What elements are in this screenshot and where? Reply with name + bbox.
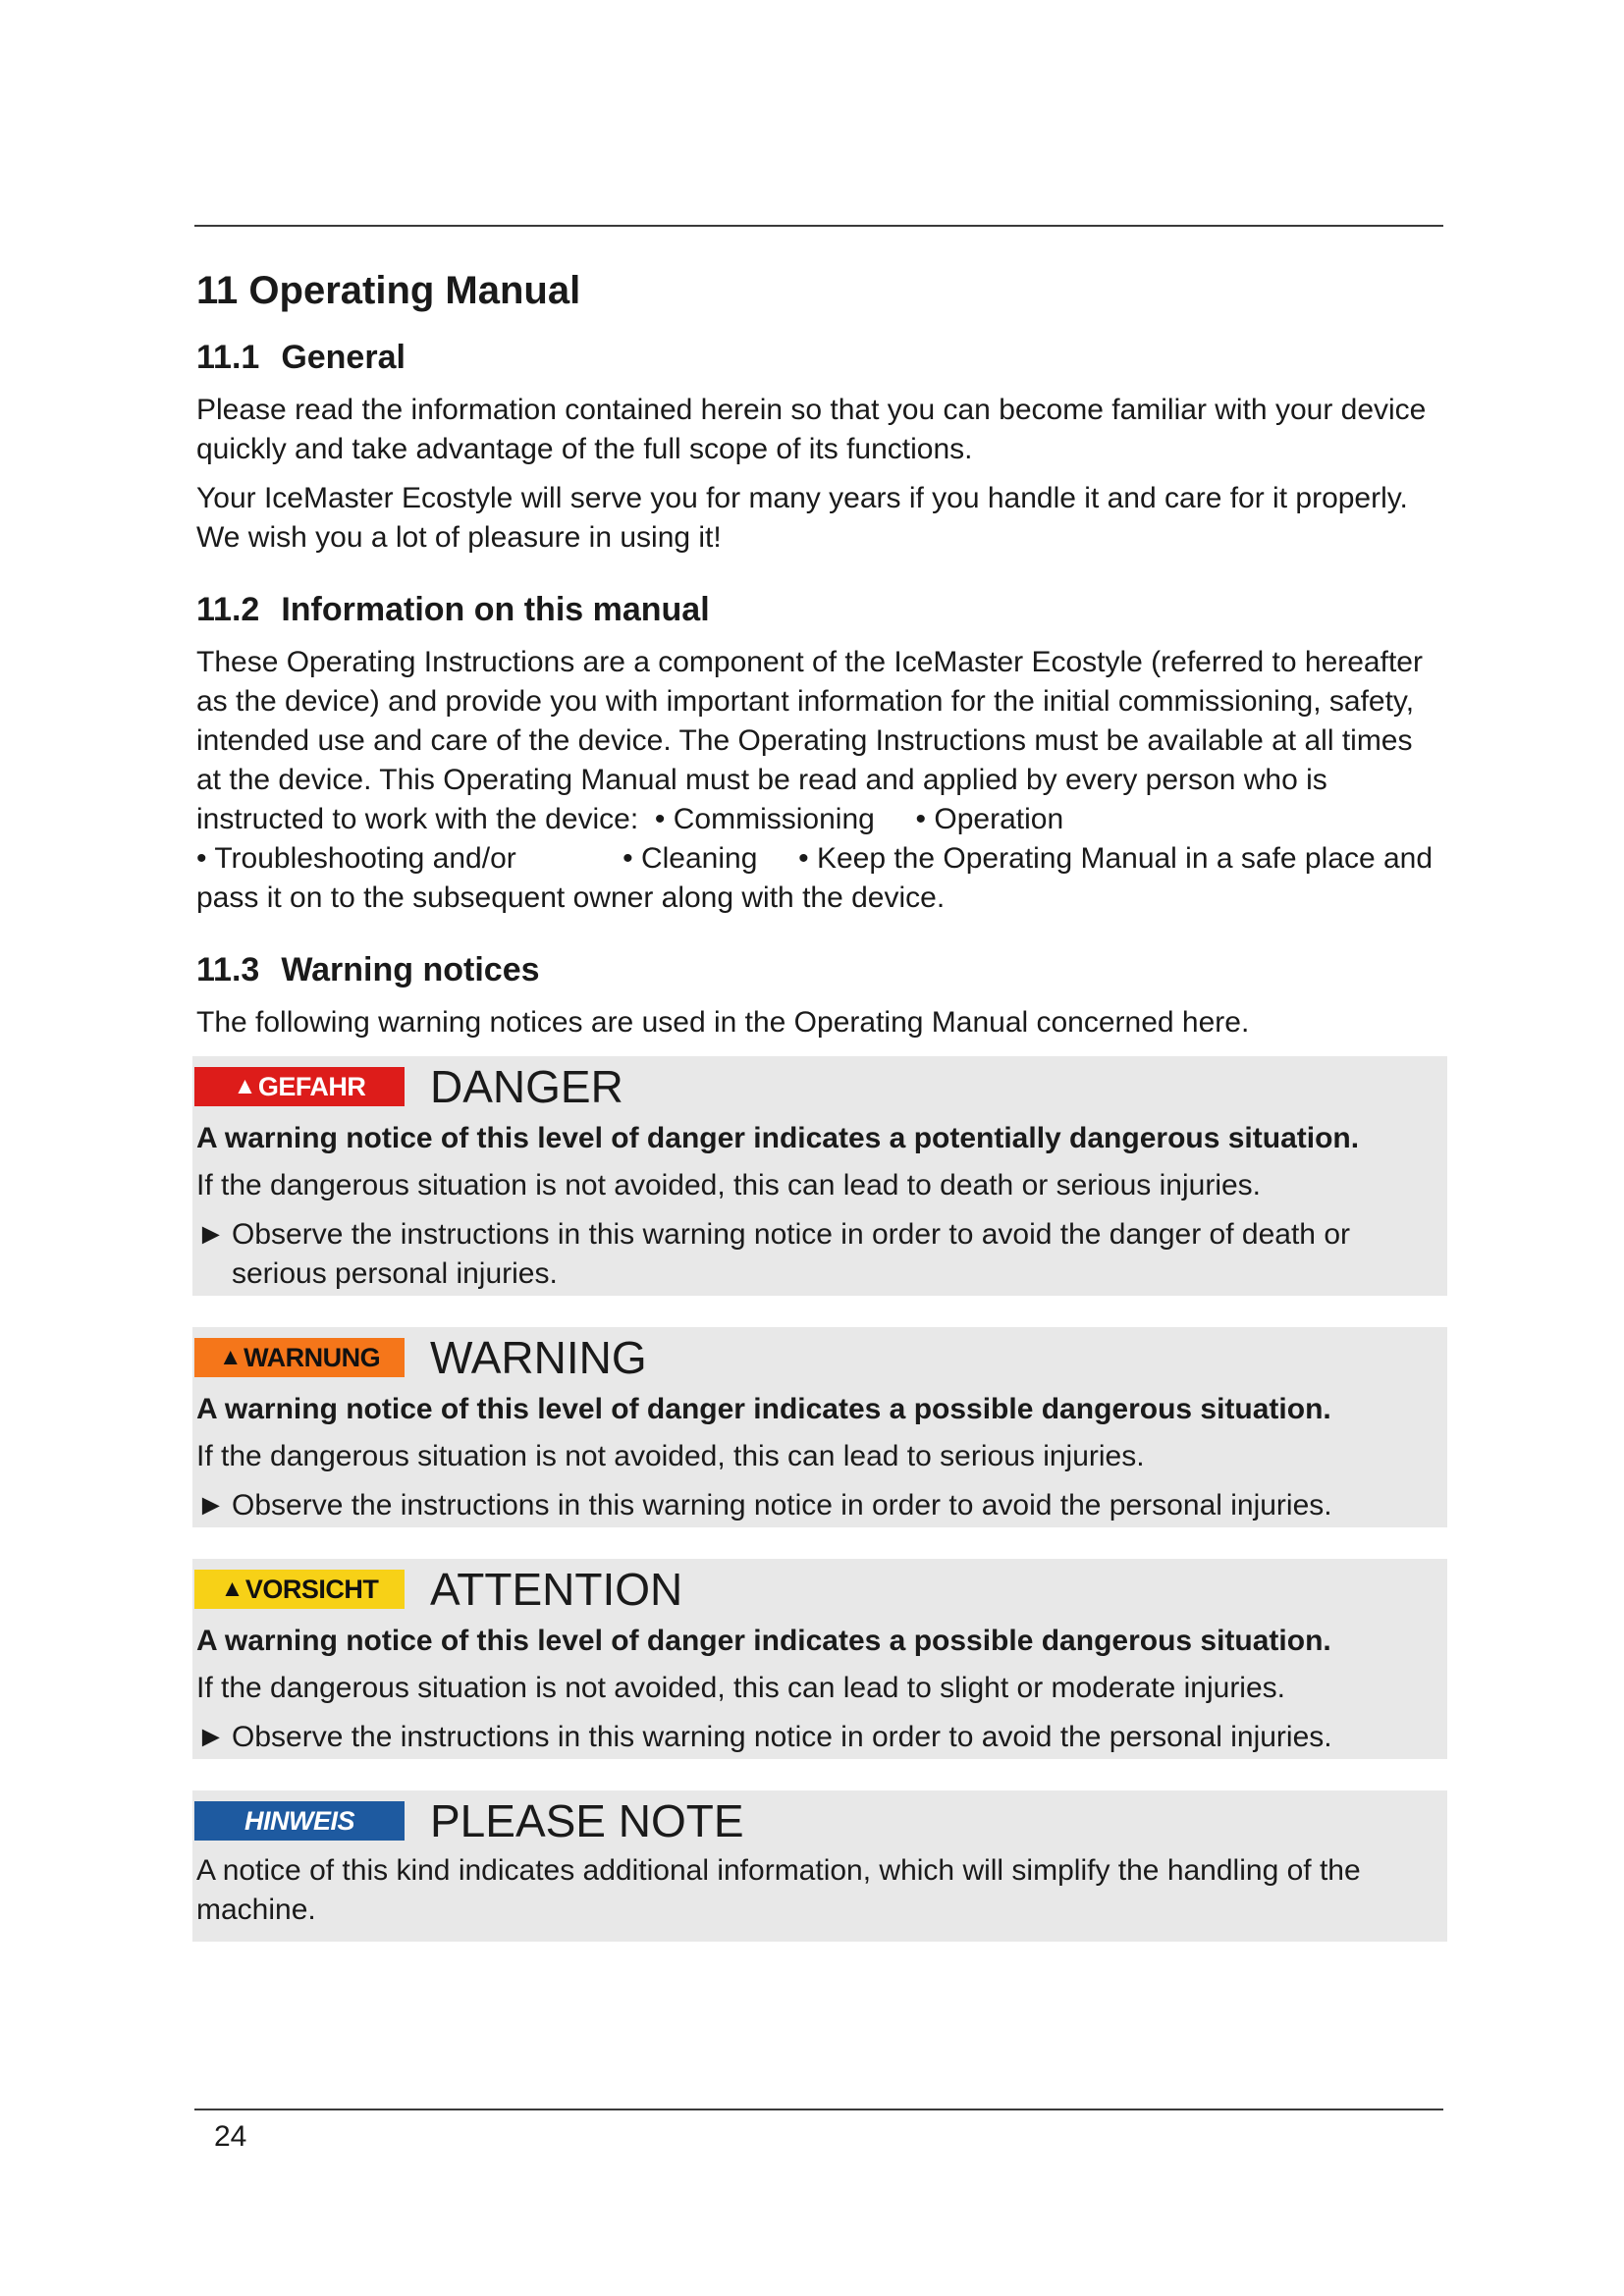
notice-danger bbox=[192, 1056, 1447, 1296]
paragraph-with-bullets bbox=[196, 643, 1443, 918]
notice-action-text: Observe the instructions in this warning notice in order to avoid the personal injuries. bbox=[232, 1721, 1332, 1753]
list-item bbox=[655, 803, 875, 835]
paragraph: The following warning notices are used in the Operating Manual concerned here. bbox=[196, 1006, 1250, 1039]
chapter-title: 11 Operating Manual bbox=[196, 269, 581, 312]
paragraph-text: These Operating Instructions are a component of the IceMaster Ecostyle (referred to hereafter as the device) and provide you with important information for the initial commissioning, safety, intended use and care of the device. The Operating Instructions must be available at all times at the device. This Operating Manual must be read and applied by every person who is instructed to work with the device: bbox=[196, 646, 1423, 835]
section-heading-warnings bbox=[196, 951, 1443, 989]
bullet-icon: • bbox=[654, 803, 666, 835]
arrow-right-icon: ► bbox=[196, 1218, 226, 1251]
warning-sign bbox=[194, 1338, 405, 1377]
notice-summary: A warning notice of this level of danger indicates a possible dangerous situation. bbox=[196, 1625, 1331, 1657]
section-heading-general bbox=[196, 339, 1443, 377]
sign-label: WARNUNG bbox=[244, 1342, 381, 1372]
danger-sign bbox=[194, 1067, 405, 1106]
section-title: General bbox=[281, 339, 406, 376]
notice-text: A notice of this kind indicates additional information, which will simplify the handling of the machine. bbox=[196, 1854, 1361, 1926]
notice-title: ATTENTION bbox=[430, 1564, 683, 1615]
list-item-label: Keep the Operating Manual in a safe place and pass it on to the subsequent owner along with the device. bbox=[196, 842, 1434, 914]
sign-label: VORSICHT bbox=[244, 1574, 379, 1604]
notice-action-text: Observe the instructions in this warning notice in order to avoid the danger of death or serious personal injuries. bbox=[232, 1218, 1350, 1290]
notice-attention bbox=[192, 1559, 1447, 1759]
section-title: Warning notices bbox=[281, 951, 540, 988]
list-item-label: Troubleshooting and/or bbox=[214, 842, 516, 875]
section-heading-info bbox=[196, 591, 1443, 629]
section-number: 11.2 bbox=[196, 591, 260, 628]
page-number: 24 bbox=[214, 2120, 247, 2153]
notice-please-note bbox=[192, 1790, 1447, 1942]
paragraph: Please read the information contained herein so that you can become familiar with your device quickly and take advantage of the full scope of its functions. bbox=[196, 394, 1427, 465]
notice-action bbox=[196, 1718, 1443, 1757]
list-item-label: Cleaning bbox=[640, 842, 758, 875]
bullet-icon: • bbox=[196, 842, 207, 875]
notice-text: If the dangerous situation is not avoided, this can lead to death or serious injuries. bbox=[196, 1169, 1261, 1201]
bullet-icon: • bbox=[623, 842, 633, 875]
bullet-icon: • bbox=[915, 803, 927, 835]
notice-title: WARNING bbox=[430, 1332, 647, 1383]
document-body bbox=[196, 269, 1443, 1973]
sign-label: HINWEIS bbox=[244, 1805, 354, 1836]
warning-triangle-icon: ▲ bbox=[218, 1344, 243, 1370]
section-number: 11.3 bbox=[196, 951, 260, 988]
header-rule bbox=[194, 225, 1443, 227]
notice-action bbox=[196, 1215, 1443, 1294]
notice-header bbox=[196, 1790, 1443, 1851]
list-item bbox=[196, 842, 516, 875]
warning-triangle-icon: ▲ bbox=[220, 1575, 244, 1602]
notice-title: PLEASE NOTE bbox=[430, 1795, 744, 1846]
note-sign bbox=[194, 1801, 405, 1841]
notice-header bbox=[196, 1559, 1443, 1620]
notice-summary: A warning notice of this level of danger indicates a potentially dangerous situation. bbox=[196, 1122, 1360, 1154]
paragraph: Your IceMaster Ecostyle will serve you for many years if you handle it and care for it properly. We wish you a lot of pleasure in using it! bbox=[196, 482, 1408, 554]
notice-text: If the dangerous situation is not avoided, this can lead to slight or moderate injuries. bbox=[196, 1672, 1285, 1704]
notice-title: DANGER bbox=[430, 1061, 623, 1112]
notice-action-text: Observe the instructions in this warning notice in order to avoid the personal injuries. bbox=[232, 1489, 1332, 1522]
footer-rule bbox=[194, 2109, 1443, 2110]
notice-summary: A warning notice of this level of danger indicates a possible dangerous situation. bbox=[196, 1393, 1331, 1425]
list-item bbox=[623, 842, 757, 875]
list-item-label: Commissioning bbox=[673, 803, 875, 835]
notice-header bbox=[196, 1056, 1443, 1117]
section-title: Information on this manual bbox=[281, 591, 710, 628]
notice-action bbox=[196, 1486, 1443, 1525]
bullet-icon: • bbox=[798, 842, 809, 875]
warning-triangle-icon: ▲ bbox=[233, 1073, 256, 1099]
notice-warning bbox=[192, 1327, 1447, 1527]
list-item-label: Operation bbox=[934, 803, 1064, 835]
section-number: 11.1 bbox=[196, 339, 260, 376]
caution-sign bbox=[194, 1570, 405, 1609]
notice-header bbox=[196, 1327, 1443, 1388]
notice-text: If the dangerous situation is not avoided, this can lead to serious injuries. bbox=[196, 1440, 1145, 1472]
arrow-right-icon: ► bbox=[196, 1489, 226, 1522]
arrow-right-icon: ► bbox=[196, 1721, 226, 1753]
sign-label: GEFAHR bbox=[257, 1071, 366, 1101]
